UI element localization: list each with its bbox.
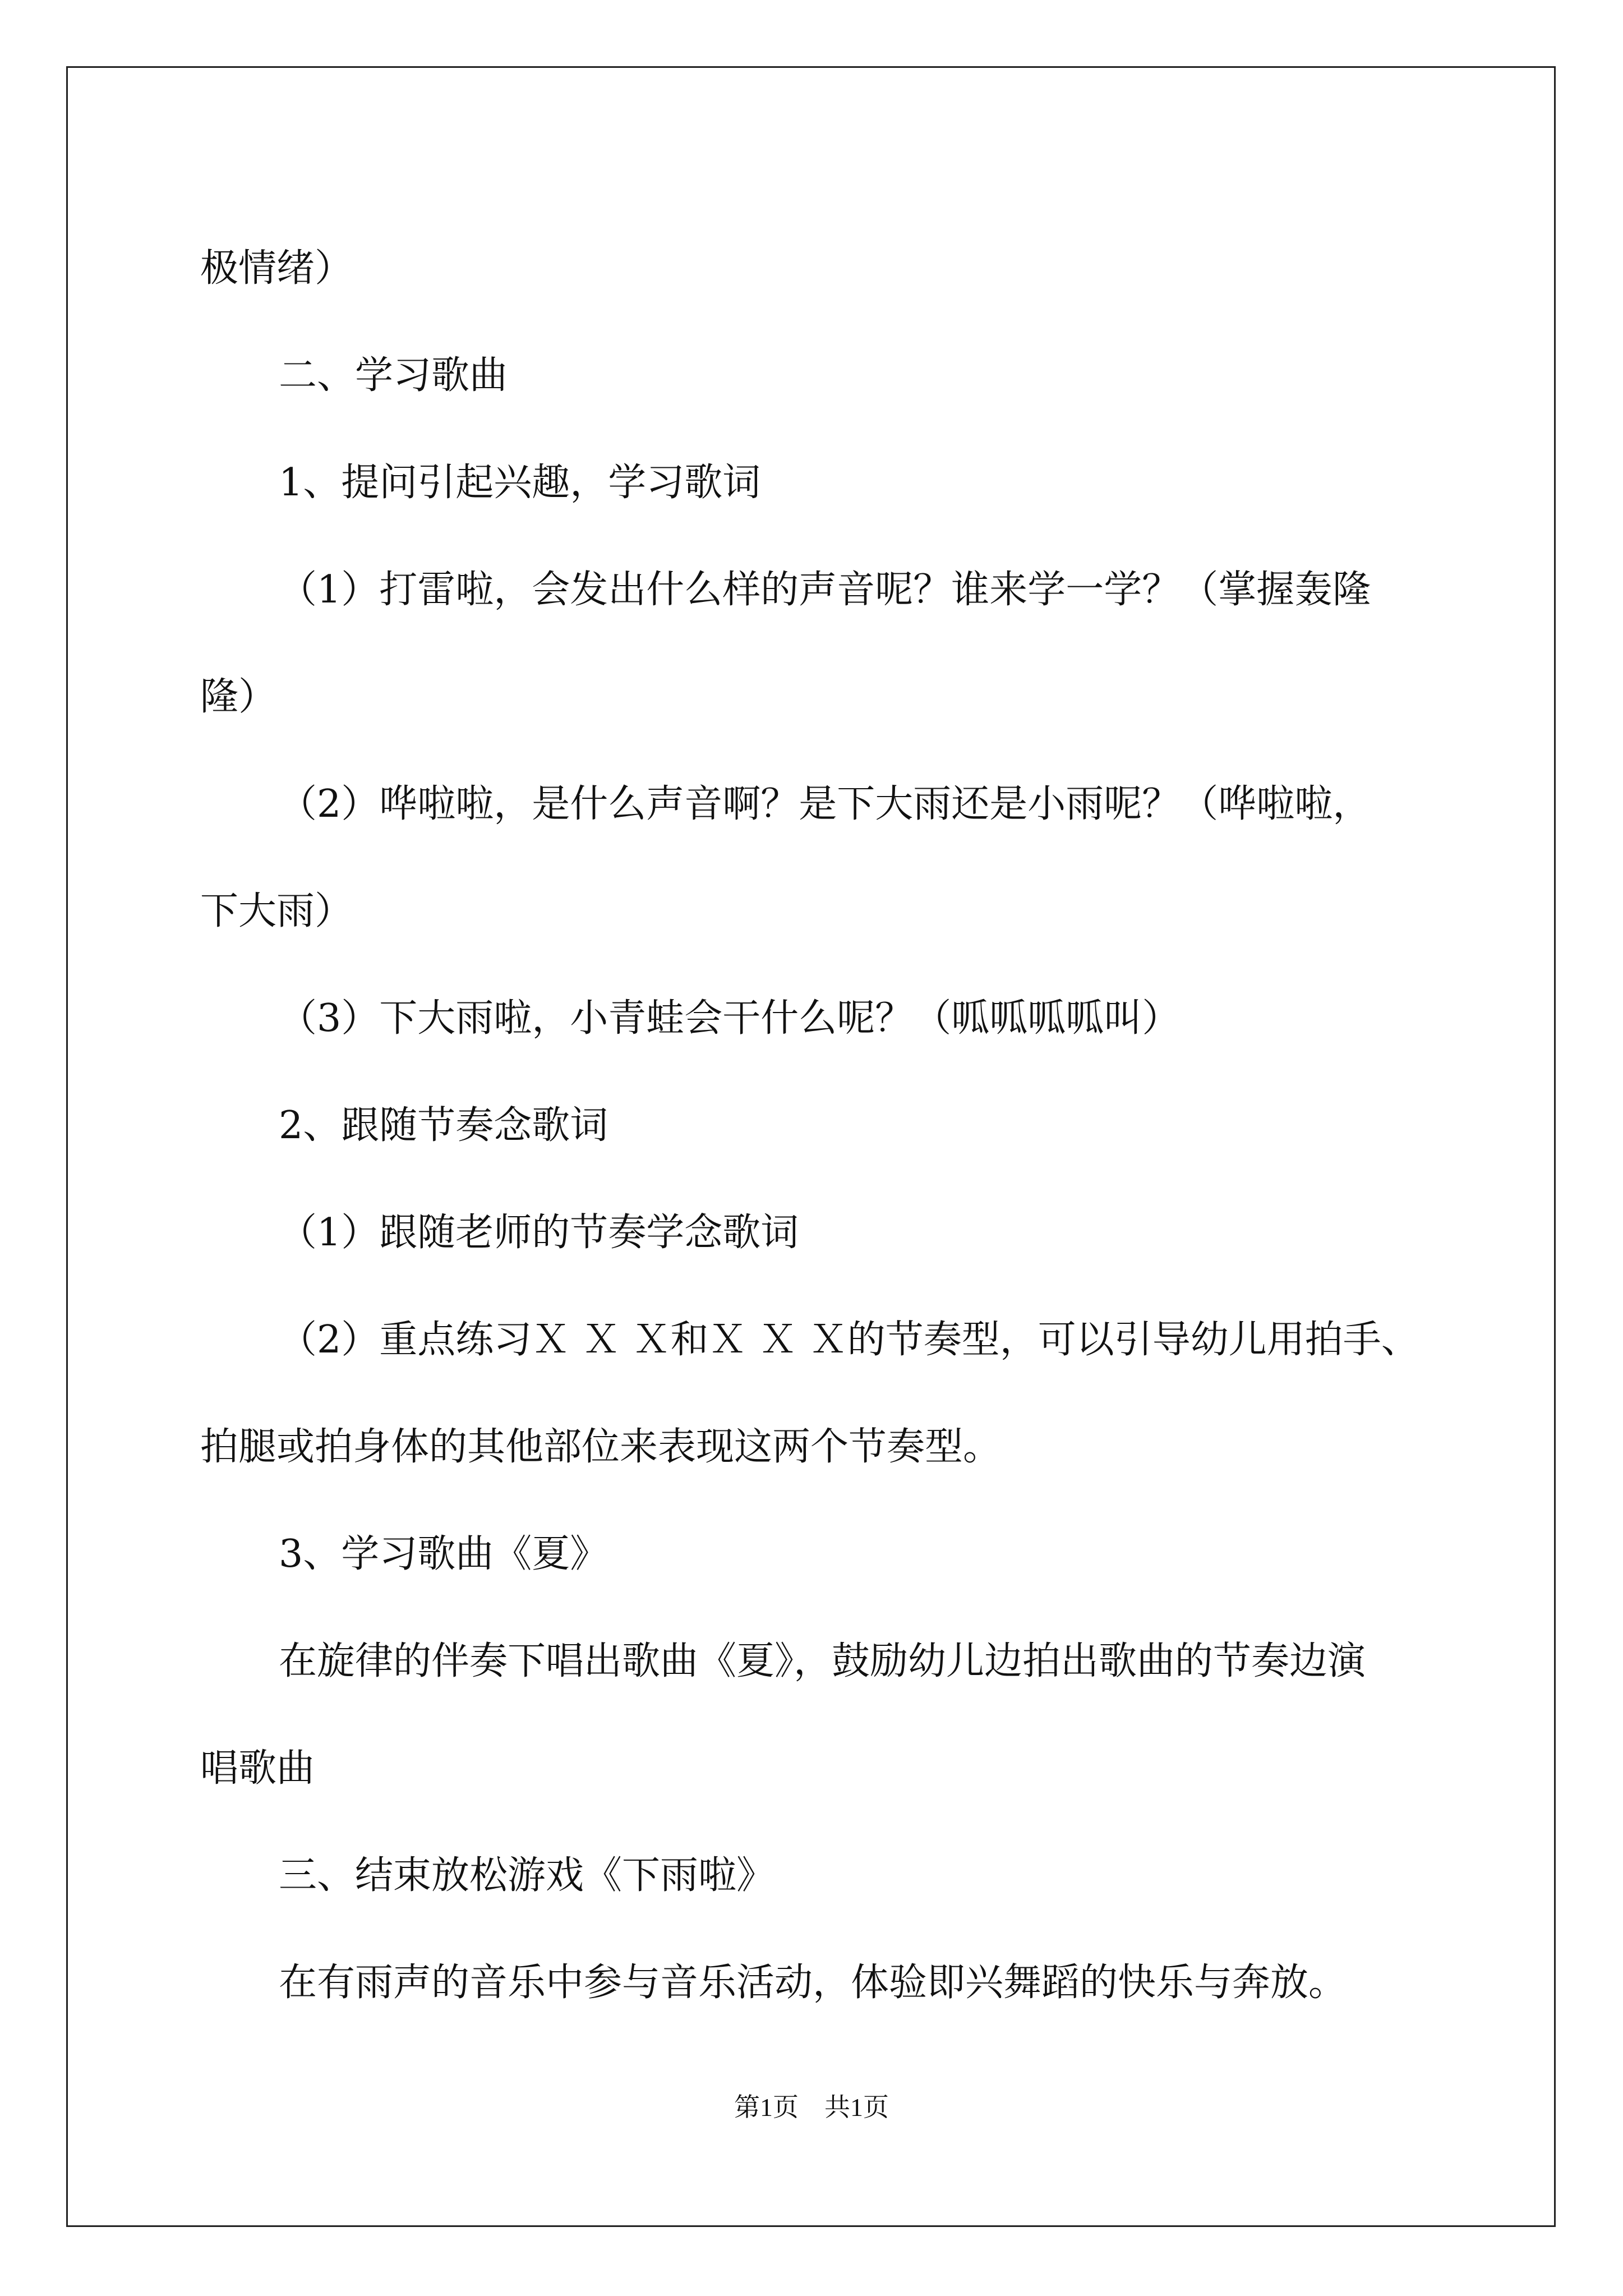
page-footer: 第1页 共1页 bbox=[734, 2093, 889, 2122]
text-line: （2）哗啦啦，是什么声音啊？是下大雨还是小雨呢？（哗啦啦， bbox=[279, 782, 1371, 826]
document-body bbox=[200, 215, 1445, 2036]
text-line: 下大雨） bbox=[200, 889, 353, 933]
text-line: 在旋律的伴奏下唱出歌曲《夏》，鼓励幼儿边拍出歌曲的节奏边演 bbox=[279, 1639, 1366, 1683]
text-line: 拍腿或拍身体的其他部位来表现这两个节奏型。 bbox=[200, 1425, 1002, 1469]
text-line: （3）下大雨啦，小青蛙会干什么呢？（呱呱呱呱叫） bbox=[279, 996, 1181, 1041]
text-line: （1）打雷啦，会发出什么样的声音呢？谁来学一学？（掌握轰隆 bbox=[279, 568, 1371, 612]
text-line: （1）跟随老师的节奏学念歌词 bbox=[279, 1211, 799, 1255]
text-line: 唱歌曲 bbox=[200, 1746, 315, 1791]
text-line: （2）重点练习Ｘ Ｘ Ｘ和Ｘ Ｘ Ｘ的节奏型，可以引导幼儿用拍手、 bbox=[279, 1318, 1419, 1362]
subsection-heading: 3、学习歌曲《夏》 bbox=[279, 1532, 608, 1576]
section-heading: 三、结束放松游戏《下雨啦》 bbox=[279, 1853, 775, 1898]
section-heading: 二、学习歌曲 bbox=[279, 353, 508, 398]
text-line: 极情绪） bbox=[200, 246, 353, 291]
text-line: 在有雨声的音乐中参与音乐活动，体验即兴舞蹈的快乐与奔放。 bbox=[279, 1961, 1347, 2005]
text-line: 隆） bbox=[200, 675, 277, 719]
subsection-heading: 2、跟随节奏念歌词 bbox=[279, 1103, 608, 1148]
subsection-heading: 1、提问引起兴趣，学习歌词 bbox=[279, 461, 761, 505]
